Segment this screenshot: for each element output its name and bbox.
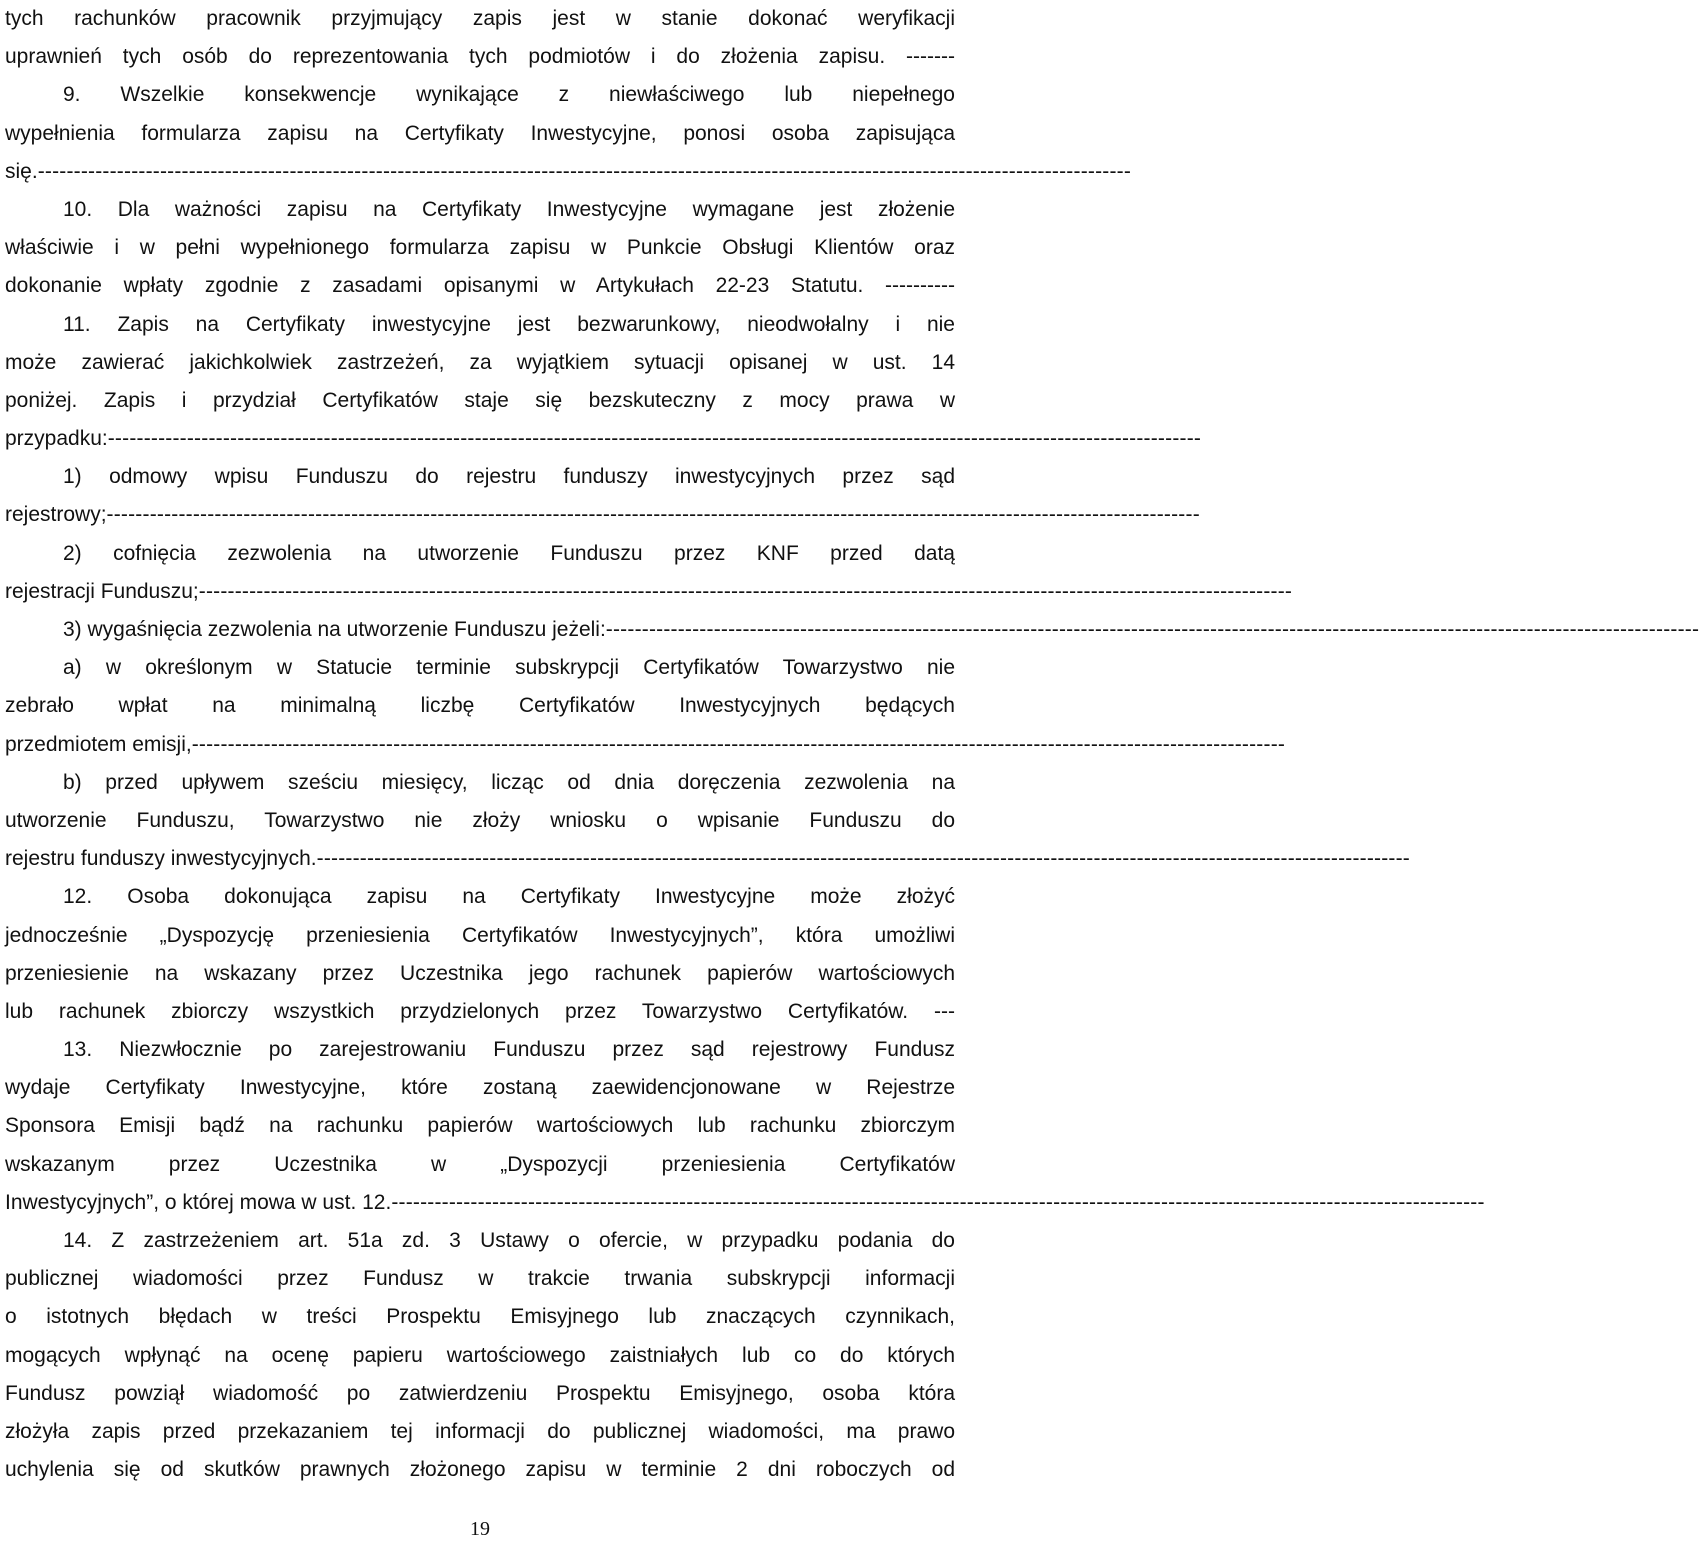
text-fragment: rejestrowy;	[5, 503, 107, 527]
dash-filler: --------------------------------------------------------------------------------------------------------------------------------------------------------	[391, 1190, 1485, 1214]
text-line: wskazanym przez Uczestnika w „Dyspozycji przeniesienia Certyfikatów	[5, 1152, 955, 1176]
text-line-with-dash-fill	[5, 496, 1200, 534]
sub-item-a-start: a) w określonym w Statucie terminie subskrypcji Certyfikatów Towarzystwo nie	[63, 656, 955, 680]
dash-filler: --------------------------------------------------------------------------------------------------------------------------------------------------------	[106, 503, 1200, 527]
text-line: lub rachunek zbiorczy wszystkich przydzielonych przez Towarzystwo Certyfikatów. ---	[5, 999, 955, 1023]
text-line-with-dash-fill	[5, 840, 1411, 878]
text-line: przeniesienie na wskazany przez Uczestnika jego rachunek papierów wartościowych	[5, 961, 955, 985]
text-fragment: Inwestycyjnych”, o której mowa w ust. 12.	[5, 1190, 392, 1214]
text-line: wydaje Certyfikaty Inwestycyjne, które zostaną zaewidencjonowane w Rejestrze	[5, 1076, 955, 1100]
paragraph-14-start: 14. Z zastrzeżeniem art. 51a zd. 3 Ustawy o ofercie, w przypadku podania do	[63, 1229, 955, 1252]
paragraph-10-start: 10. Dla ważności zapisu na Certyfikaty Inwestycyjne wymagane jest złożenie	[63, 197, 955, 221]
text-line-with-dash-fill	[5, 573, 1293, 611]
text-line: jednocześnie „Dyspozycję przeniesienia Certyfikatów Inwestycyjnych”, która umożliwi	[5, 923, 955, 947]
text-line-with-dash-fill	[5, 726, 1286, 764]
dash-filler: --------------------------------------------------------------------------------------------------------------------------------------------------------	[107, 427, 1202, 451]
text-line: dokonanie wpłaty zgodnie z zasadami opisanymi w Artykułach 22-23 Statutu. ----------	[5, 274, 955, 298]
dash-filler: --------------------------------------------------------------------------------------------------------------------------------------------------------	[316, 847, 1411, 871]
text-line: uchylenia się od skutków prawnych złożonego zapisu w terminie 2 dni roboczych od	[5, 1458, 955, 1482]
text-line: może zawierać jakichkolwiek zastrzeżeń, za wyjątkiem sytuacji opisanej w ust. 14	[5, 350, 955, 374]
dash-filler: --------------------------------------------------------------------------------------------------------------------------------------------------------	[191, 732, 1286, 756]
text-line: mogących wpłynąć na ocenę papieru wartościowego zaistniałych lub co do których	[5, 1343, 955, 1367]
text-line: wypełnienia formularza zapisu na Certyfikaty Inwestycyjne, ponosi osoba zapisująca	[5, 121, 955, 145]
dash-filler: --------------------------------------------------------------------------------------------------------------------------------------------------------	[605, 618, 1699, 641]
text-line: tych rachunków pracownik przyjmujący zapis jest w stanie dokonać weryfikacji	[5, 7, 955, 30]
list-item-1-start: 1) odmowy wpisu Funduszu do rejestru funduszy inwestycyjnych przez sąd	[63, 465, 955, 489]
paragraph-9-start: 9. Wszelkie konsekwencje wynikające z niewłaściwego lub niepełnego	[63, 83, 955, 107]
paragraph-11-start: 11. Zapis na Certyfikaty inwestycyjne jest bezwarunkowy, nieodwołalny i nie	[63, 312, 955, 336]
paragraph-12-start: 12. Osoba dokonująca zapisu na Certyfikaty Inwestycyjne może złożyć	[63, 885, 955, 909]
text-fragment: przedmiotem emisji,	[5, 732, 192, 756]
text-fragment: się.	[5, 159, 38, 183]
text-fragment: rejestru funduszy inwestycyjnych.	[5, 847, 317, 871]
text-fragment: przypadku:	[5, 427, 108, 451]
text-line: uprawnień tych osób do reprezentowania tych podmiotów i do złożenia zapisu. -------	[5, 45, 955, 69]
list-item-2-start: 2) cofnięcia zezwolenia na utworzenie Funduszu przez KNF przed datą	[63, 541, 955, 565]
text-line: o istotnych błędach w treści Prospektu Emisyjnego lub znaczących czynnikach,	[5, 1305, 955, 1329]
text-line: poniżej. Zapis i przydział Certyfikatów staje się bezskuteczny z mocy prawa w	[5, 388, 955, 412]
text-fragment: rejestracji Funduszu;	[5, 579, 199, 603]
text-fragment: 3) wygaśnięcia zezwolenia na utworzenie Funduszu jeżeli:	[63, 618, 606, 641]
text-line: zebrało wpłat na minimalną liczbę Certyfikatów Inwestycyjnych będących	[5, 694, 955, 718]
text-line: właściwie i w pełni wypełnionego formularza zapisu w Punkcie Obsługi Klientów oraz	[5, 236, 955, 260]
text-line: złożyła zapis przed przekazaniem tej informacji do publicznej wiadomości, ma prawo	[5, 1419, 955, 1443]
page-number: 19	[470, 1518, 490, 1540]
dash-filler: --------------------------------------------------------------------------------------------------------------------------------------------------------	[37, 159, 1132, 183]
paragraph-13-start: 13. Niezwłocznie po zarejestrowaniu Funduszu przez sąd rejestrowy Fundusz	[63, 1038, 955, 1062]
text-line: Fundusz powziął wiadomość po zatwierdzeniu Prospektu Emisyjnego, osoba która	[5, 1381, 955, 1405]
list-item-3	[5, 611, 1699, 649]
text-line-with-dash-fill	[5, 1184, 1485, 1222]
text-line: publicznej wiadomości przez Fundusz w trakcie trwania subskrypcji informacji	[5, 1267, 955, 1291]
text-line-with-dash-fill	[5, 420, 1202, 458]
text-line: utworzenie Funduszu, Towarzystwo nie złoży wniosku o wpisanie Funduszu do	[5, 808, 955, 832]
dash-filler: --------------------------------------------------------------------------------------------------------------------------------------------------------	[198, 579, 1293, 603]
document-body	[5, 0, 1699, 1489]
text-line-with-dash-fill	[5, 153, 1132, 191]
sub-item-b-start: b) przed upływem sześciu miesięcy, licząc od dnia doręczenia zezwolenia na	[63, 770, 955, 794]
text-line: Sponsora Emisji bądź na rachunku papierów wartościowych lub rachunku zbiorczym	[5, 1114, 955, 1138]
